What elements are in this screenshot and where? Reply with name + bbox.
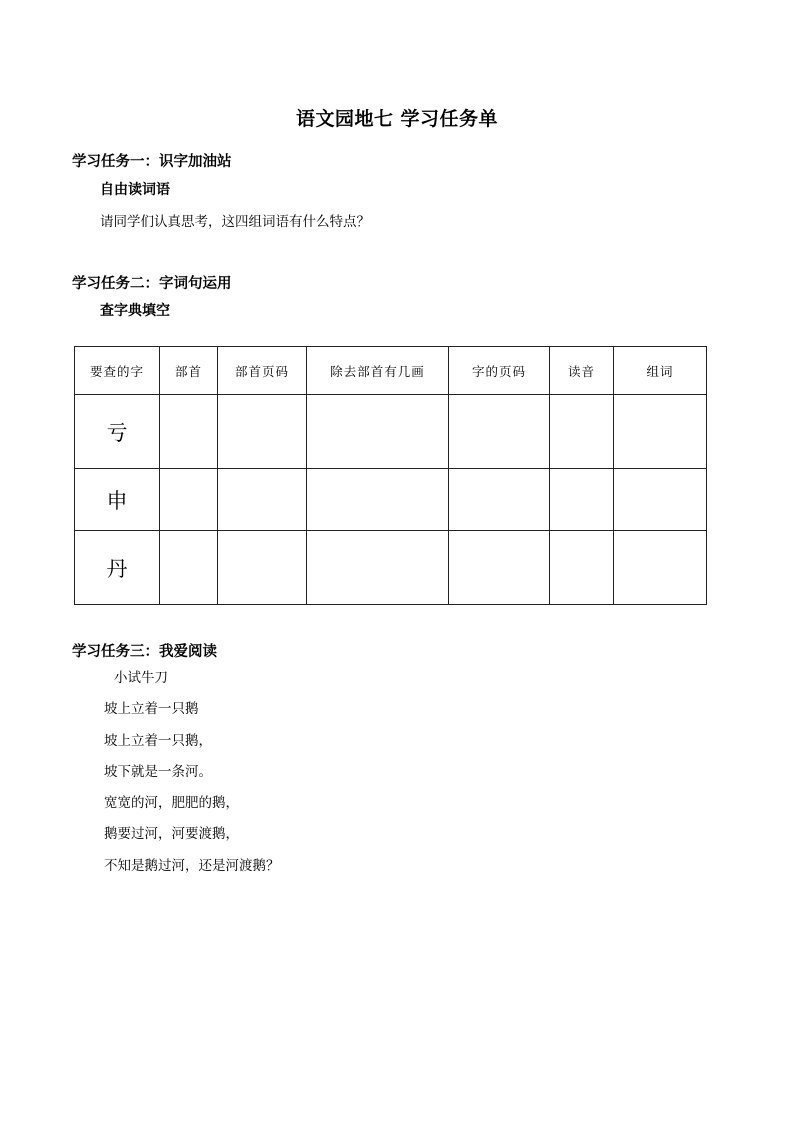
table-header-row [75, 347, 707, 395]
char-cell: 丹 [75, 531, 160, 605]
radical-page-cell[interactable] [218, 469, 307, 531]
remaining-strokes-cell[interactable] [307, 395, 449, 469]
word-formation-cell[interactable] [614, 469, 707, 531]
table-row [75, 395, 707, 469]
header-word-formation: 组词 [614, 347, 707, 395]
header-radical-page: 部首页码 [218, 347, 307, 395]
task2-subheading: 查字典填空 [100, 303, 170, 319]
header-radical: 部首 [160, 347, 218, 395]
header-char-page: 字的页码 [449, 347, 550, 395]
pronunciation-cell[interactable] [550, 531, 614, 605]
pronunciation-cell[interactable] [550, 395, 614, 469]
poem-line: 坡下就是一条河。 [104, 764, 212, 780]
char-cell: 申 [75, 469, 160, 531]
dictionary-table [74, 346, 707, 605]
table-row [75, 531, 707, 605]
poem-line: 坡上立着一只鹅 [104, 701, 199, 717]
task3-heading: 学习任务三：我爱阅读 [72, 644, 217, 660]
poem-title: 小试牛刀 [114, 670, 168, 686]
radical-cell[interactable] [160, 395, 218, 469]
poem-line: 宽宽的河，肥肥的鹅， [104, 795, 239, 811]
poem-line: 鹅要过河，河要渡鹅， [104, 826, 239, 842]
remaining-strokes-cell[interactable] [307, 469, 449, 531]
page-title: 语文园地七 学习任务单 [295, 108, 499, 130]
pronunciation-cell[interactable] [550, 469, 614, 531]
word-formation-cell[interactable] [614, 531, 707, 605]
char-page-cell[interactable] [449, 469, 550, 531]
radical-cell[interactable] [160, 531, 218, 605]
remaining-strokes-cell[interactable] [307, 531, 449, 605]
task1-prompt: 请同学们认真思考，这四组词语有什么特点？ [100, 214, 370, 230]
header-pronunciation: 读音 [550, 347, 614, 395]
char-cell: 亏 [75, 395, 160, 469]
table-row [75, 469, 707, 531]
char-page-cell[interactable] [449, 531, 550, 605]
task1-subheading: 自由读词语 [100, 182, 170, 198]
header-remaining-strokes: 除去部首有几画 [307, 347, 449, 395]
word-formation-cell[interactable] [614, 395, 707, 469]
task2-heading: 学习任务二：字词句运用 [72, 276, 232, 292]
radical-cell[interactable] [160, 469, 218, 531]
header-char: 要查的字 [75, 347, 160, 395]
radical-page-cell[interactable] [218, 395, 307, 469]
task1-heading: 学习任务一：识字加油站 [72, 154, 232, 170]
char-page-cell[interactable] [449, 395, 550, 469]
radical-page-cell[interactable] [218, 531, 307, 605]
poem-line: 不知是鹅过河，还是河渡鹅？ [104, 858, 280, 874]
poem-line: 坡上立着一只鹅， [104, 733, 212, 749]
